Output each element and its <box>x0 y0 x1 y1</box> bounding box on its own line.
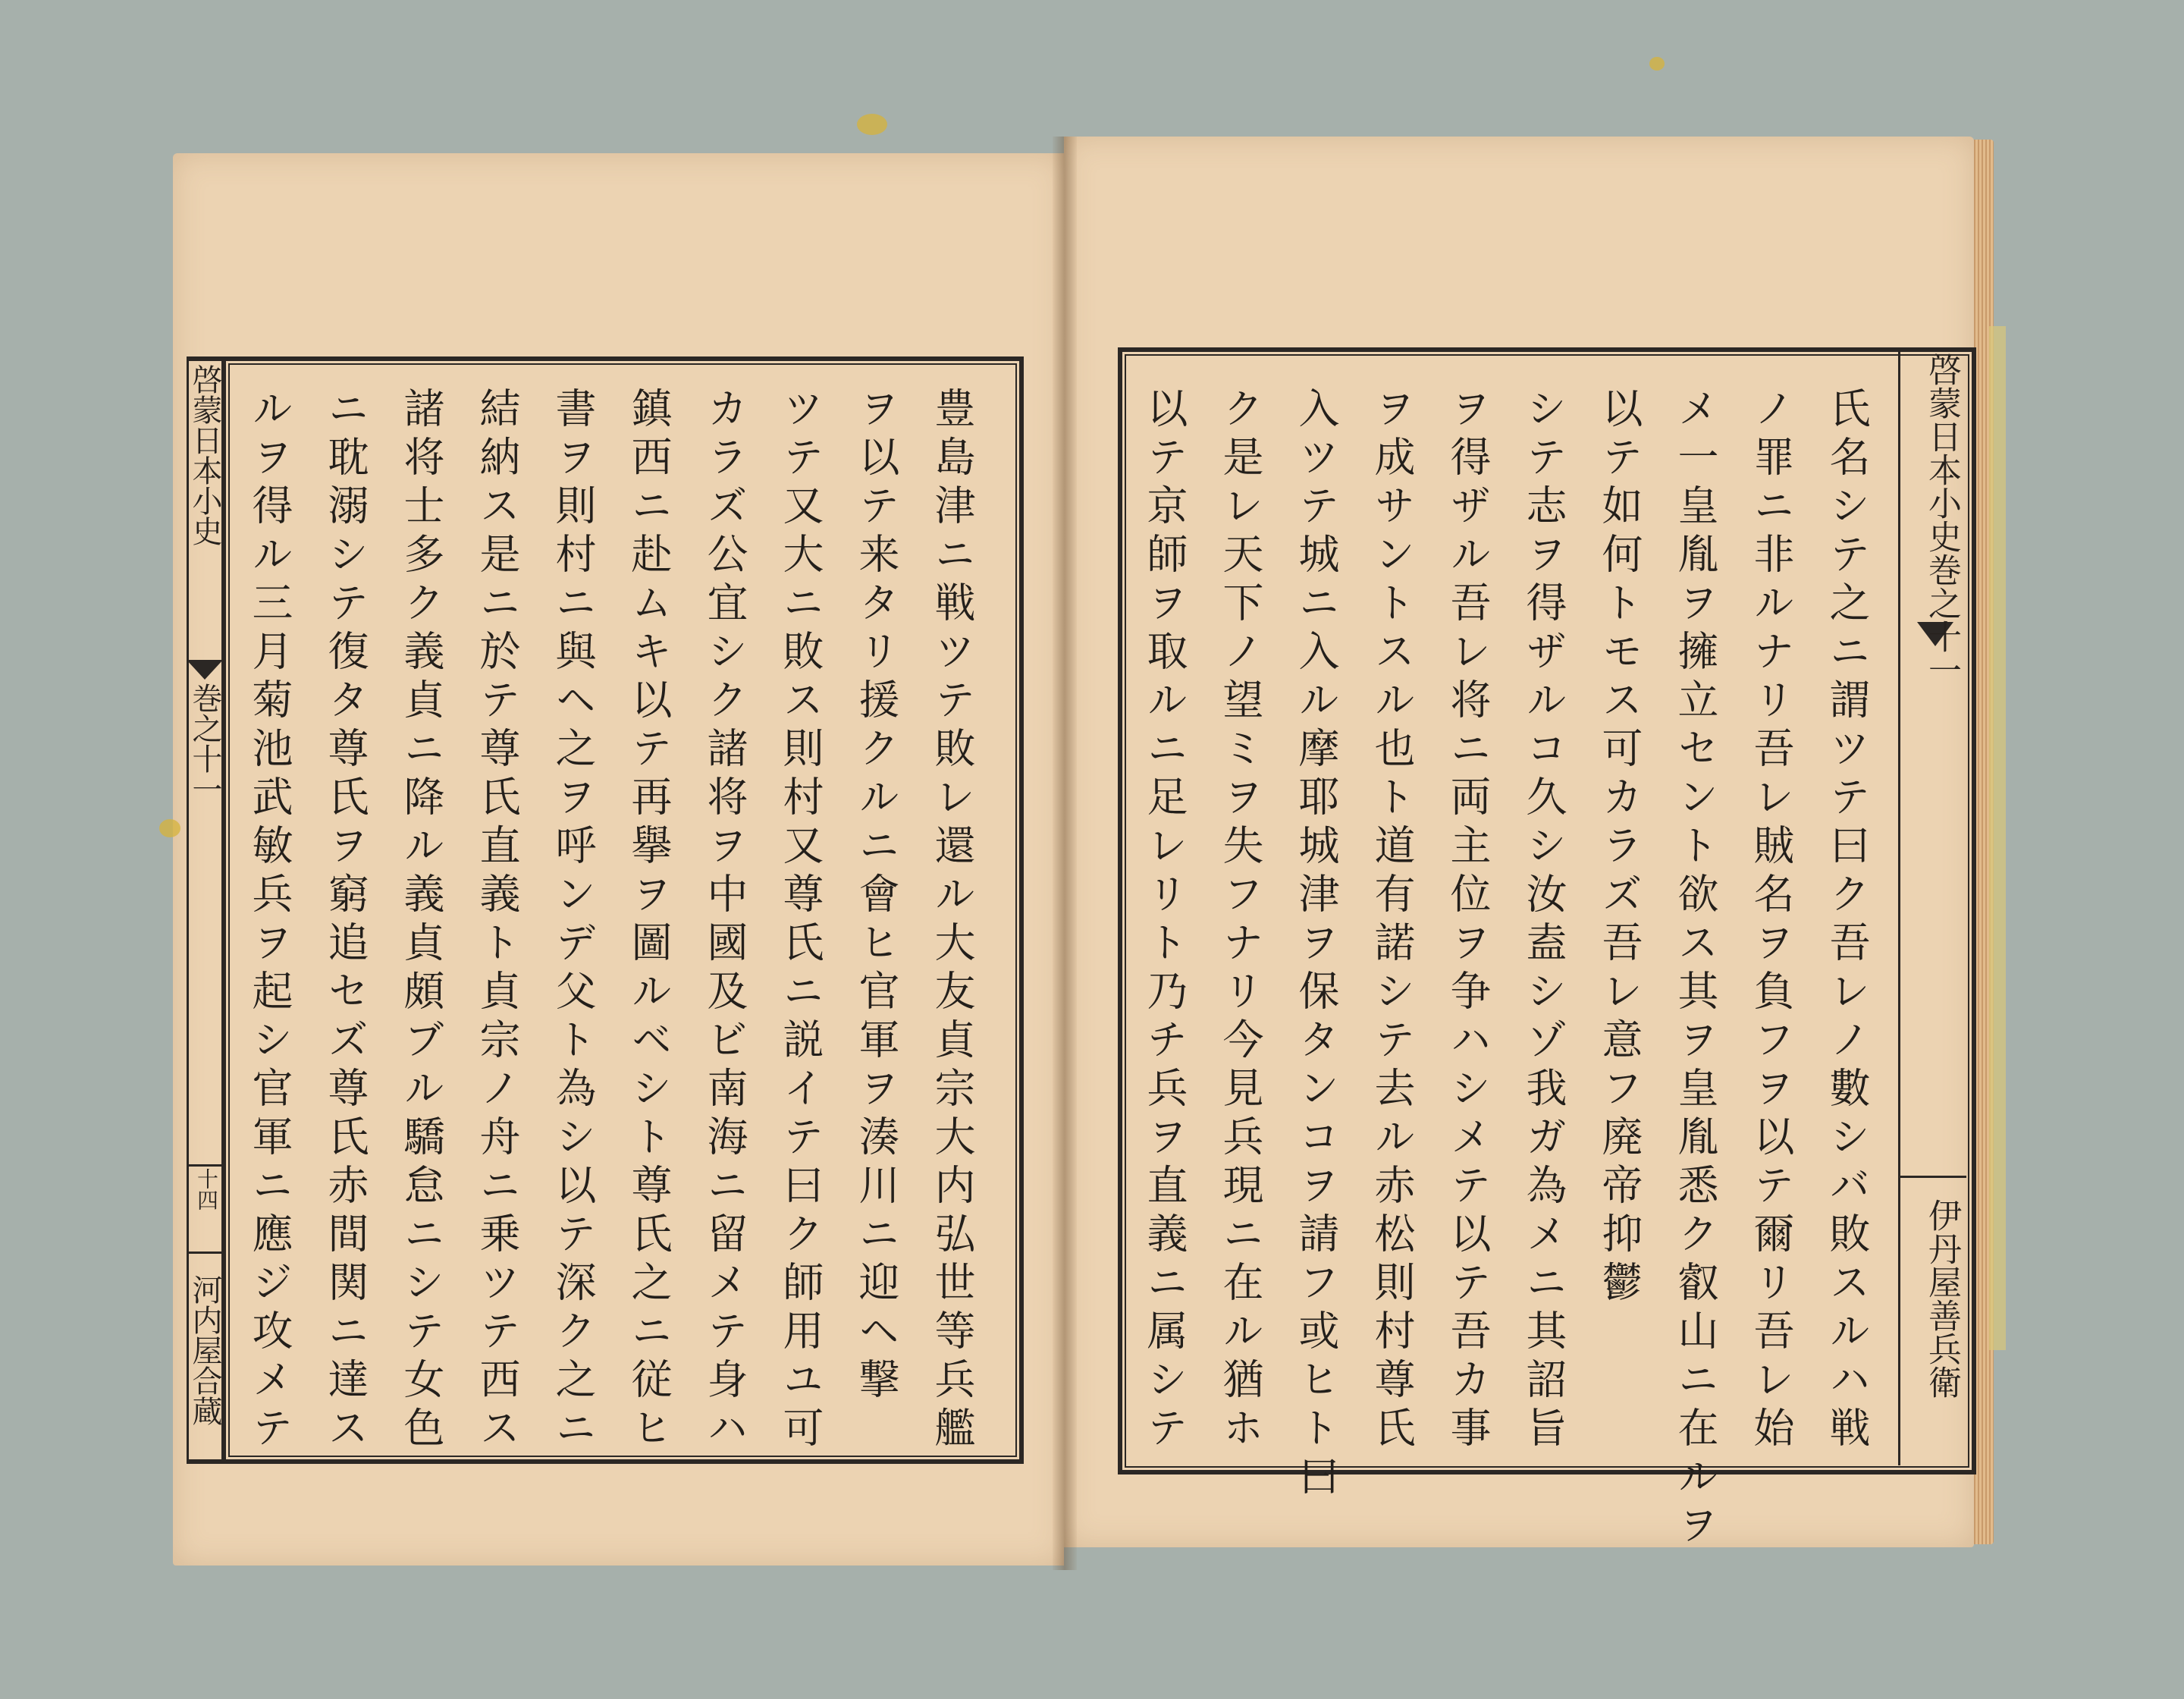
text-column: 以テ京師ヲ取ルニ足レリト乃チ兵ヲ直義ニ属シテ <box>1141 387 1188 1455</box>
text-column: 豊島津ニ戦ツテ敗レ還ル大友貞宗大内弘世等兵艦 <box>928 387 976 1455</box>
text-column: ク是レ天下ノ望ミヲ失フナリ今見兵現ニ在ル猶ホ <box>1216 387 1264 1455</box>
text-column: 鎮西ニ赴ムキ以テ再擧ヲ圖ルベシト尊氏之ニ従ヒ <box>625 387 673 1455</box>
text-column: 諸将士多ク義貞ニ降ル義貞頗ブル驕怠ニシテ女色 <box>397 387 445 1455</box>
text-column: ツテ又大ニ敗ス則村又尊氏ニ説イテ曰ク師用ユ可 <box>777 387 824 1455</box>
book-gutter <box>1053 137 1077 1570</box>
text-column: ニ耽溺シテ復タ尊氏ヲ窮追セズ尊氏赤間関ニ達ス <box>322 387 369 1455</box>
left-fish-tail-mark <box>187 660 223 680</box>
binding-tape <box>1989 326 2006 1350</box>
text-column: 入ツテ城ニ入ル摩耶城津ヲ保タンコヲ請フ或ヒト曰 <box>1292 387 1340 1503</box>
text-column: ノ罪ニ非ルナリ吾レ賊名ヲ負フヲ以テ爾リ吾レ始 <box>1747 387 1795 1455</box>
text-column: ヲ以テ来タリ援クルニ會ヒ官軍ヲ湊川ニ迎ヘ撃 <box>852 387 900 1406</box>
text-column: ヲ成サントスル也ト道有諾シテ去ル赤松則村尊氏 <box>1368 387 1416 1455</box>
text-column: シテ志ヲ得ザルコ久シ汝盍シゾ我ガ為メニ其詔旨 <box>1520 387 1567 1455</box>
text-column: 氏名シテ之ニ謂ツテ曰ク吾レノ數シバ敗スルハ戦 <box>1823 387 1871 1455</box>
text-column: メ一皇胤ヲ擁立セント欲ス其ヲ皇胤悉ク叡山ニ在ルヲ <box>1671 387 1719 1552</box>
paper-stain <box>1649 57 1665 71</box>
paper-stain <box>159 819 180 837</box>
text-column: 書ヲ則村ニ與ヘ之ヲ呼ンデ父ト為シ以テ深ク之ニ <box>549 387 597 1455</box>
text-column: 以テ如何トモス可カラズ吾レ意フ廃帝抑鬱 <box>1596 387 1643 1309</box>
text-column: カラズ公宜シク諸将ヲ中國及ビ南海ニ留メテ身ハ <box>701 387 748 1455</box>
right-margin-rule <box>1898 1176 1966 1178</box>
text-column: 結納ス是ニ於テ尊氏直義ト貞宗ノ舟ニ乗ツテ西ス <box>473 387 521 1455</box>
right-margin-title: 啓蒙日本小史巻之十一 <box>1922 353 1961 686</box>
left-margin-rule <box>187 1164 223 1167</box>
paper-stain <box>857 114 887 135</box>
text-column: ルヲ得ル三月菊池武敏兵ヲ起シ官軍ニ應ジ攻メテ <box>246 387 293 1455</box>
open-book <box>173 137 1993 1570</box>
text-column: ヲ得ザル吾レ将ニ両主位ヲ争ハシメテ以テ吾カ事 <box>1444 387 1492 1455</box>
left-page-number: 十四 <box>194 1168 219 1211</box>
left-margin-publisher: 河内屋合蔵 <box>187 1274 222 1426</box>
left-margin-volume: 巻之十一 <box>187 683 222 804</box>
left-margin-rule <box>187 1251 223 1254</box>
right-margin-publisher: 伊丹屋善兵衛 <box>1922 1198 1961 1399</box>
left-margin-title: 啓蒙日本小史 <box>187 364 222 546</box>
